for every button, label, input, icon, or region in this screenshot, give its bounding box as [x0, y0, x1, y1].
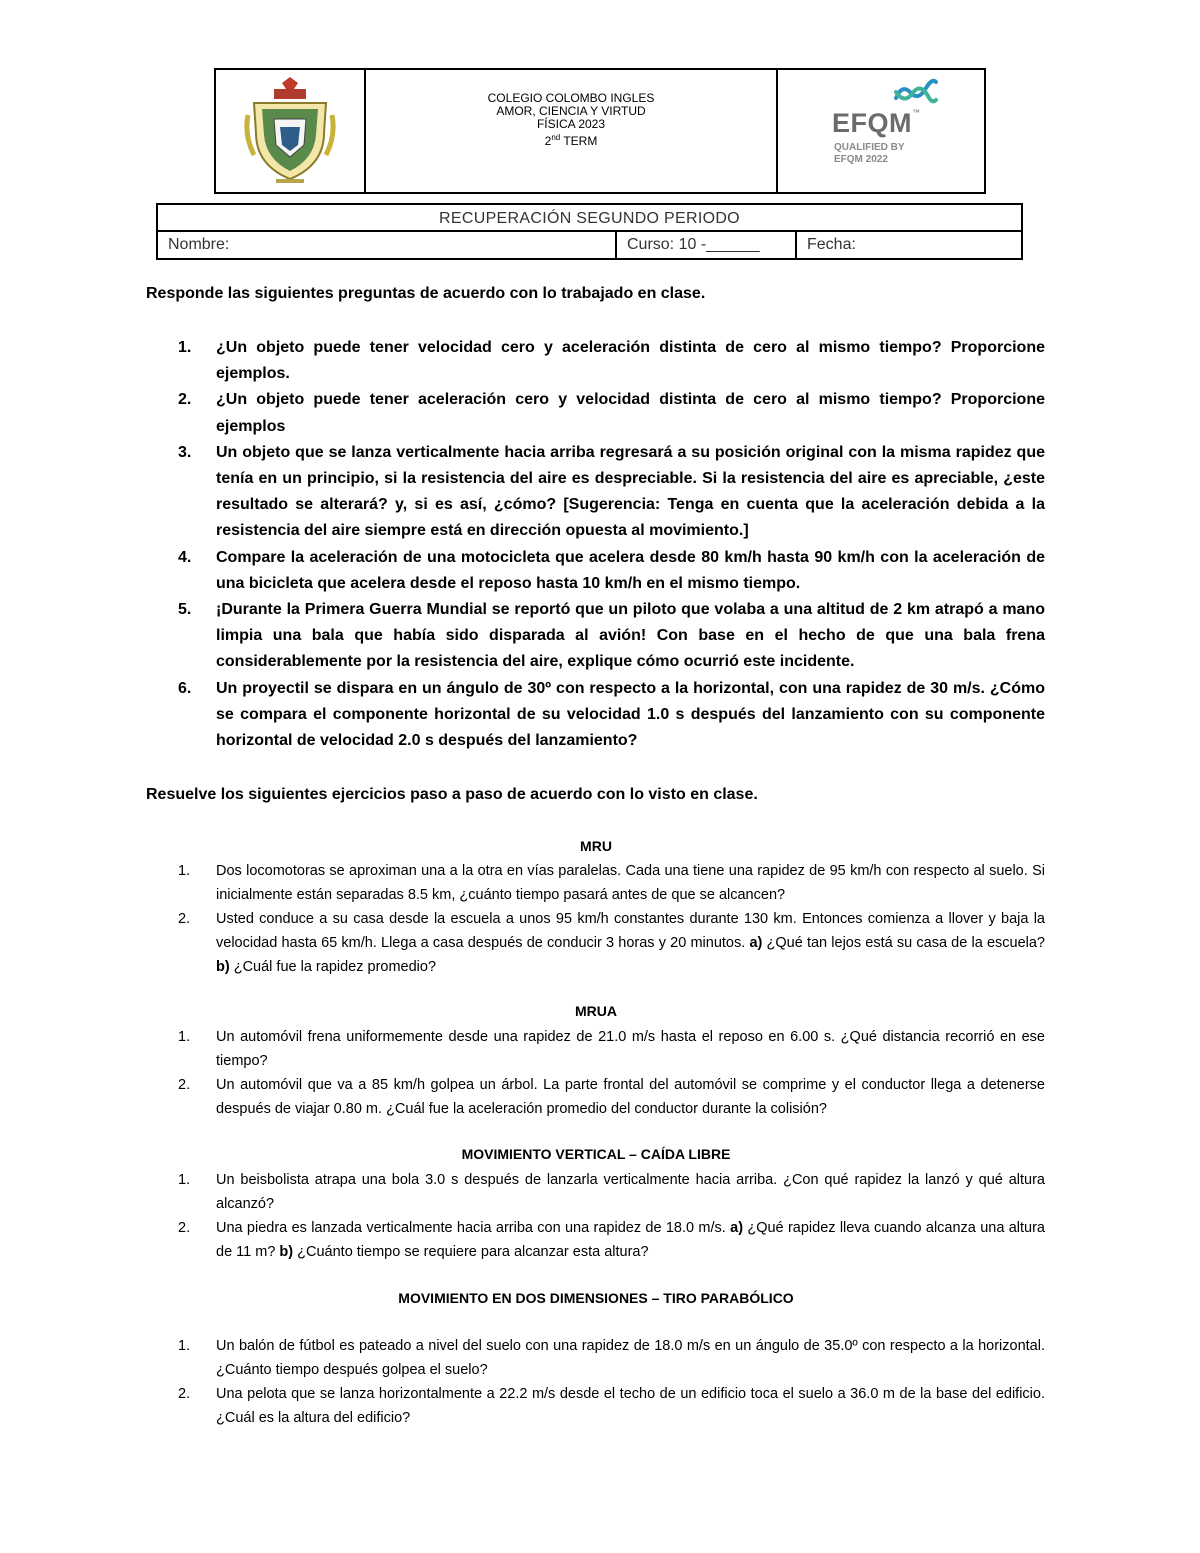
exercise-text-part: ¿Cuál fue la rapidez promedio? — [229, 959, 437, 975]
section-title-mru: MRU — [580, 838, 612, 854]
efqm-word: EFQM — [832, 108, 912, 138]
exercise-number: 1. — [178, 1338, 191, 1354]
term-word: TERM — [560, 134, 598, 148]
exercise-text-part: ¿Qué rapidez lleva cuando alcanza una altura de 11 m? — [216, 1220, 1045, 1260]
questions-intro: Responde las siguientes preguntas de acuerdo con lo trabajado en clase. — [146, 285, 706, 302]
exercise-text: Un balón de fútbol es pateado a nivel del suelo con una rapidez de 18.0 m/s en un ángulo de 35.0º con respecto a la horizontal. ¿Cuánto tiempo después golpea el suelo? — [216, 1338, 1045, 1378]
part-a-label: a) — [730, 1220, 744, 1236]
exercise-number: 2. — [178, 1220, 191, 1236]
school-info-cell — [366, 70, 778, 192]
question-text: ¿Un objeto puede tener aceleración cero y velocidad distinta de cero al mismo tiempo? Proporcione ejemplos — [216, 391, 1045, 435]
school-motto: AMOR, CIENCIA Y VIRTUD — [496, 104, 646, 118]
form-title: RECUPERACIÓN SEGUNDO PERIODO — [158, 205, 1021, 232]
exercise-text-part: ¿Cuánto tiempo se requiere para alcanzar esta altura? — [293, 1244, 649, 1260]
question-text: ¿Un objeto puede tener velocidad cero y aceleración distinta de cero al mismo tiempo? Proporcione ejemplos. — [216, 339, 1045, 383]
form-fields-row — [158, 232, 1021, 258]
question-number: 1. — [178, 339, 192, 356]
exercise-text: Un automóvil frena uniformemente desde una rapidez de 21.0 m/s hasta el reposo en 6.00 s. ¿Qué distancia recorrió en ese tiempo? — [216, 1029, 1045, 1069]
caida-libre-exercises — [178, 1168, 1045, 1264]
student-form-table — [156, 203, 1023, 260]
section-title-caida-libre: MOVIMIENTO VERTICAL – CAÍDA LIBRE — [461, 1146, 731, 1162]
exercise-text-part: Usted conduce a su casa desde la escuela a unos 95 km/h constantes durante 130 km. Entonces comienza a llover y baja la velocidad hasta 65 km/h. Llega a casa después de conducir 3 horas y 20 minutos. — [216, 911, 1045, 951]
efqm-logo-cell — [778, 70, 984, 192]
question-item — [178, 545, 1045, 597]
exercise-item — [178, 859, 1045, 907]
exercises-intro: Resuelve los siguientes ejercicios paso a paso de acuerdo con lo visto en clase. — [146, 786, 758, 803]
school-logo-cell — [216, 70, 366, 192]
question-item — [178, 387, 1045, 439]
question-item — [178, 676, 1045, 755]
question-number: 2. — [178, 391, 192, 409]
exercise-number: 2. — [178, 911, 191, 927]
subject-year: FÍSICA 2023 — [536, 117, 606, 131]
question-item — [178, 335, 1045, 387]
exercise-text: Un beisbolista atrapa una bola 3.0 s después de lanzarla verticalmente hacia arriba. ¿Con qué rapidez la lanzó y qué altura alcanzó? — [216, 1172, 1045, 1212]
question-number: 3. — [178, 443, 192, 461]
exercise-text — [216, 907, 1045, 979]
exercise-number: 1. — [178, 1172, 191, 1188]
exercise-item — [178, 1216, 1045, 1264]
question-number: 6. — [178, 679, 192, 697]
question-text: ¡Durante la Primera Guerra Mundial se reportó que un piloto que volaba a una altitud de 2 km atrapó a mano limpia una bala que había sido disparada al avión! Con base en el hecho de que una bala frena considerablemente por la resistencia del aire, explique cómo ocurrió este incidente. — [216, 601, 1045, 671]
exercise-text — [216, 1216, 1045, 1264]
exercise-item — [178, 1073, 1045, 1121]
efqm-infinity-icon — [892, 74, 940, 108]
fecha-field[interactable]: Fecha: — [807, 236, 856, 253]
question-item — [178, 597, 1045, 676]
term-label — [366, 131, 776, 148]
question-text: Un proyectil se dispara en un ángulo de 30º con respecto a la horizontal, con una rapidez de 30 m/s. ¿Cómo se compara el componente horizontal de su velocidad 1.0 s después del lanzamiento con su componente horizontal de velocidad 2.0 s después del lanzamiento? — [216, 679, 1045, 750]
exercise-number: 2. — [178, 1077, 191, 1093]
exercise-text-part: Una piedra es lanzada verticalmente hacia arriba con una rapidez de 18.0 m/s. — [216, 1220, 731, 1236]
exercise-item — [178, 1168, 1045, 1216]
exercise-number: 2. — [178, 1386, 191, 1402]
term-suffix: nd — [551, 133, 561, 142]
efqm-trademark: ™ — [912, 108, 921, 117]
exercise-number: 1. — [178, 1029, 191, 1045]
exercise-text-part: ¿Qué tan lejos está su casa de la escuela? — [762, 935, 1045, 951]
efqm-wordmark — [832, 108, 921, 139]
efqm-year-line: EFQM 2022 — [834, 154, 888, 165]
question-number: 4. — [178, 548, 192, 566]
term-number: 2 — [544, 134, 552, 148]
tiro-parabolico-exercises — [178, 1334, 1045, 1430]
exercise-item — [178, 1382, 1045, 1430]
section-title-tiro-parabolico: MOVIMIENTO EN DOS DIMENSIONES – TIRO PARABÓLICO — [398, 1290, 794, 1306]
exercise-item — [178, 1334, 1045, 1382]
header-table — [214, 68, 986, 194]
mru-exercises — [178, 859, 1045, 979]
exercise-text: Una pelota que se lanza horizontalmente a 22.2 m/s desde el techo de un edificio toca el suelo a 36.0 m de la base del edificio. ¿Cuál es la altura del edificio? — [216, 1386, 1045, 1426]
questions-list — [178, 335, 1045, 754]
exercise-item — [178, 1025, 1045, 1073]
nombre-field[interactable]: Nombre: — [158, 232, 617, 258]
question-text: Un objeto que se lanza verticalmente hacia arriba regresará a su posición original con la misma rapidez que tenía en un principio, si la resistencia del aire es despreciable. Si la resistencia del aire es apreciable, ¿este resultado se alterará? y, si es así, ¿cómo? [Sugerencia: Tenga en cuenta que la aceleración debida a la resistencia del aire siempre está en dirección opuesta al movimiento.] — [216, 443, 1045, 540]
question-item — [178, 440, 1045, 545]
exercise-text: Dos locomotoras se aproximan una a la otra en vías paralelas. Cada una tiene una rapidez de 95 km/h con respecto al suelo. Si inicialmente están separadas 8.5 km, ¿cuánto tiempo pasará antes de que se alcancen? — [216, 863, 1045, 903]
part-a-label: a) — [749, 935, 763, 951]
efqm-qualified-line: QUALIFIED BY — [834, 142, 905, 153]
mrua-exercises — [178, 1025, 1045, 1121]
part-b-label: b) — [216, 959, 230, 975]
question-text: Compare la aceleración de una motocicleta que acelera desde 80 km/h hasta 90 km/h con la aceleración de una bicicleta que acelera desde el reposo hasta 10 km/h en el mismo tiempo. — [216, 548, 1045, 592]
section-title-mrua: MRUA — [575, 1003, 617, 1019]
exercise-item — [178, 907, 1045, 979]
question-number: 5. — [178, 601, 192, 619]
school-crest-icon — [244, 75, 336, 187]
exercise-text: Un automóvil que va a 85 km/h golpea un árbol. La parte frontal del automóvil se comprime y el conductor llega a detenerse después de viajar 0.80 m. ¿Cuál fue la aceleración promedio del conductor durante la colisión? — [216, 1077, 1045, 1117]
part-b-label: b) — [279, 1244, 294, 1260]
school-name: COLEGIO COLOMBO INGLES — [487, 91, 655, 105]
curso-field[interactable]: Curso: 10 -______ — [617, 232, 797, 258]
exercise-number: 1. — [178, 863, 191, 879]
